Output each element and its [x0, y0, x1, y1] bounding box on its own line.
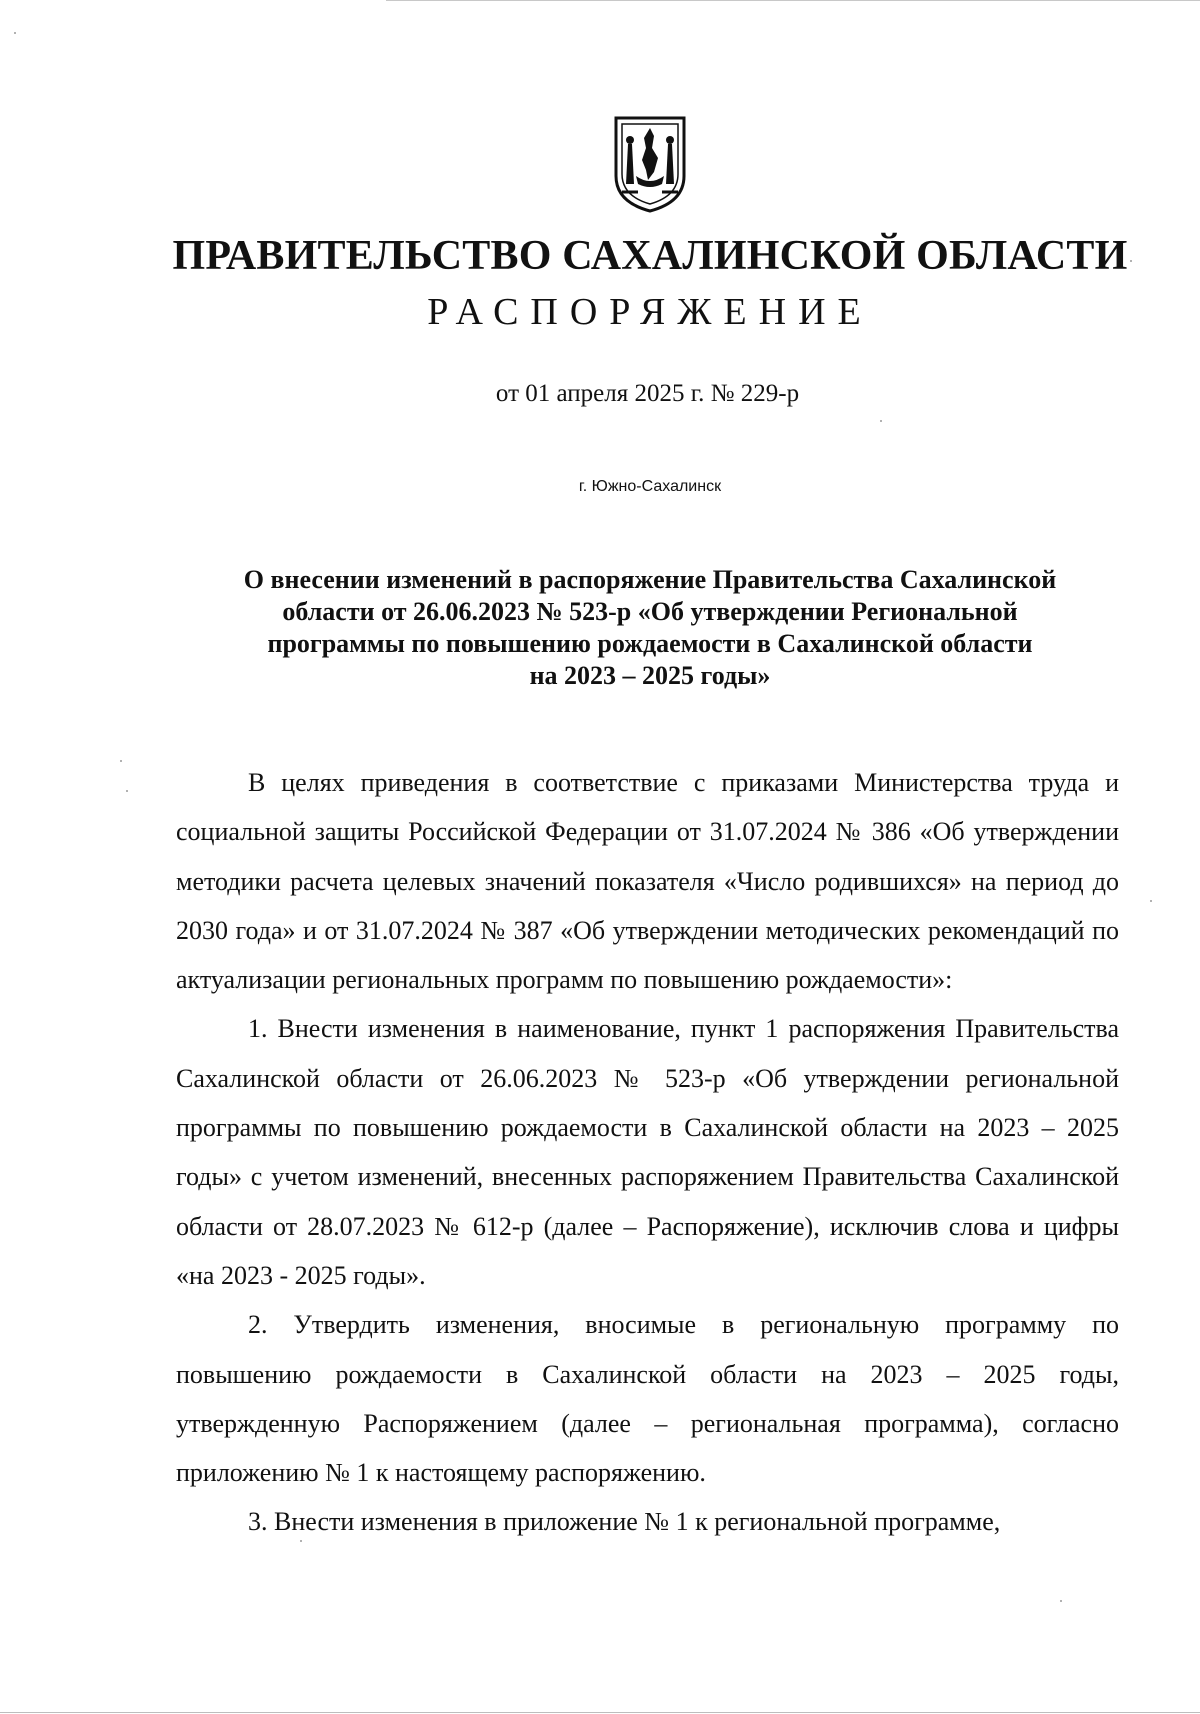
scan-speckle: [880, 420, 882, 422]
scan-speckle: [120, 760, 122, 762]
document-city: г. Южно-Сахалинск: [578, 478, 722, 495]
heading-line: О внесении изменений в распоряжение Правительства Сахалинской: [243, 565, 1057, 594]
body-paragraph-preamble: В целях приведения в соответствие с приказами Министерства труда и социальной защиты Российской Федерации от 31.07.2024 № 386 «Об утверждении методики расчета целевых значений показателя «Число родившихся» на период до 2030 года» и от 31.07.2024 № 387 «Об утверждении методических рекомендаций по актуализации региональных программ по повышению рождаемости»:: [176, 768, 1119, 995]
scan-speckle: [300, 1540, 302, 1542]
heading-line: на 2023 – 2025 годы»: [529, 661, 771, 690]
scan-speckle: [1060, 1600, 1062, 1602]
heading-line: области от 26.06.2023 № 523-р «Об утверждении Региональной: [282, 597, 1018, 626]
heading-line: программы по повышению рождаемости в Сахалинской области: [267, 629, 1033, 658]
scan-speckle: [126, 790, 128, 792]
document-date-number: от 01 апреля 2025 г. № 229-р: [495, 380, 800, 407]
scan-speckle: [1150, 900, 1152, 902]
scan-edge-line-top: [386, 0, 1200, 1]
document-heading: [180, 564, 1120, 692]
body-paragraph-item-1: 1. Внести изменения в наименование, пункт 1 распоряжения Правительства Сахалинской области от 26.06.2023 № 523-р «Об утверждении региональной программы по повышению рождаемости в Сахалинской области на 2023 – 2025 годы» с учетом изменений, внесенных распоряжением Правительства Сахалинской области от 28.07.2023 № 612-р (далее – Распоряжение), исключив слова и цифры «на 2023 - 2025 годы».: [176, 1014, 1119, 1290]
scan-edge-line-bottom: [0, 1712, 1200, 1713]
scan-speckle: [14, 32, 16, 34]
document-body: [176, 758, 1119, 1547]
body-paragraph-item-2: 2. Утвердить изменения, вносимые в региональную программу по повышению рождаемости в Сахалинской области на 2023 – 2025 годы, утвержденную Распоряжением (далее – региональная программа), согласно приложению № 1 к настоящему распоряжению.: [176, 1310, 1119, 1488]
body-paragraph-item-3: 3. Внести изменения в приложение № 1 к региональной программе,: [248, 1507, 1001, 1537]
document-type: РАСПОРЯЖЕНИЕ: [427, 291, 873, 333]
scan-speckle: [1130, 260, 1132, 262]
government-title: ПРАВИТЕЛЬСТВО САХАЛИНСКОЙ ОБЛАСТИ: [172, 233, 1128, 279]
sakhalin-coat-of-arms-icon: [602, 114, 698, 214]
